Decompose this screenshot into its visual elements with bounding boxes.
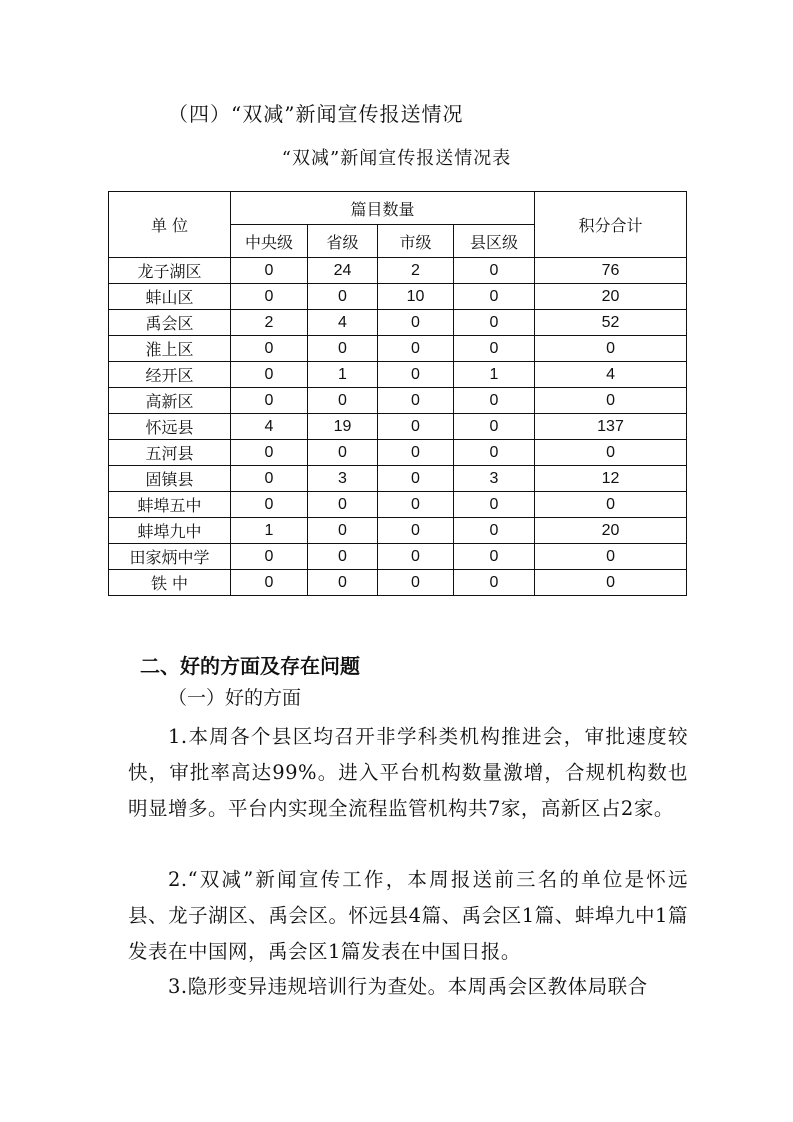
news-report-table [108,191,687,596]
county-level-header: 县区级 [454,225,535,258]
table-row [109,284,687,310]
city-cell: 0 [378,518,454,544]
central-cell: 0 [231,336,308,362]
table-row [109,362,687,388]
total-cell: 0 [535,440,687,466]
unit-cell: 五河县 [109,440,231,466]
provincial-cell: 3 [308,466,378,492]
provincial-cell: 4 [308,310,378,336]
table-row [109,466,687,492]
county-cell: 0 [454,258,535,284]
city-cell: 0 [378,466,454,492]
central-cell: 2 [231,310,308,336]
city-cell: 0 [378,544,454,570]
provincial-cell: 24 [308,258,378,284]
table-row [109,492,687,518]
count-header: 篇目数量 [231,192,535,225]
total-cell: 52 [535,310,687,336]
table-row [109,388,687,414]
provincial-level-header: 省级 [308,225,378,258]
table-row [109,544,687,570]
provincial-cell: 0 [308,284,378,310]
provincial-cell: 0 [308,336,378,362]
city-cell: 0 [378,388,454,414]
county-cell: 3 [454,466,535,492]
county-cell: 0 [454,284,535,310]
provincial-cell: 19 [308,414,378,440]
total-cell: 20 [535,284,687,310]
unit-header: 单 位 [109,192,231,258]
paragraph-2: 2.“双减”新闻宣传工作，本周报送前三名的单位是怀远县、龙子湖区、禹会区。怀远县4篇、禹会区1篇、蚌埠九中1篇发表在中国网，禹会区1篇发表在中国日报。 [128,868,688,963]
provincial-cell: 0 [308,440,378,466]
paragraph-1: 1.本周各个县区均召开非学科类机构推进会，审批速度较快，审批率高达99%。进入平台机构数量激增，合规机构数也明显增多。平台内实现全流程监管机构共7家，高新区占2家。 [128,725,688,820]
county-cell: 0 [454,388,535,414]
provincial-cell: 0 [308,518,378,544]
provincial-cell: 0 [308,492,378,518]
unit-cell: 蚌山区 [109,284,231,310]
table-row [109,414,687,440]
county-cell: 1 [454,362,535,388]
total-cell: 12 [535,466,687,492]
county-cell: 0 [454,492,535,518]
unit-cell: 龙子湖区 [109,258,231,284]
total-cell: 0 [535,492,687,518]
city-cell: 0 [378,362,454,388]
section-two-heading: 二、好的方面及存在问题 [140,654,360,678]
table-title: “双减”新闻宣传报送情况表 [281,148,512,169]
county-cell: 0 [454,440,535,466]
county-cell: 0 [454,544,535,570]
central-cell: 0 [231,284,308,310]
total-cell: 0 [535,388,687,414]
central-cell: 0 [231,492,308,518]
total-cell: 137 [535,414,687,440]
total-header: 积分合计 [535,192,687,258]
county-cell: 0 [454,310,535,336]
total-cell: 76 [535,258,687,284]
county-cell: 0 [454,336,535,362]
unit-cell: 蚌埠五中 [109,492,231,518]
unit-cell: 田家炳中学 [109,544,231,570]
city-cell: 0 [378,310,454,336]
central-cell: 0 [231,388,308,414]
table-row [109,310,687,336]
central-cell: 4 [231,414,308,440]
total-cell: 0 [535,336,687,362]
paragraph-3: 3.隐形变异违规培训行为查处。本周禹会区教体局联合 [168,975,648,998]
table-body [109,258,687,596]
table-row [109,258,687,284]
table-row [109,570,687,596]
city-cell: 0 [378,492,454,518]
city-cell: 0 [378,414,454,440]
provincial-cell: 0 [308,570,378,596]
total-cell: 20 [535,518,687,544]
unit-cell: 淮上区 [109,336,231,362]
table-row [109,440,687,466]
unit-cell: 高新区 [109,388,231,414]
total-cell: 0 [535,544,687,570]
total-cell: 4 [535,362,687,388]
county-cell: 0 [454,570,535,596]
city-cell: 0 [378,440,454,466]
city-cell: 0 [378,336,454,362]
city-cell: 10 [378,284,454,310]
central-cell: 0 [231,362,308,388]
central-cell: 0 [231,570,308,596]
total-cell: 0 [535,570,687,596]
city-level-header: 市级 [378,225,454,258]
central-cell: 0 [231,258,308,284]
unit-cell: 经开区 [109,362,231,388]
city-cell: 0 [378,570,454,596]
central-cell: 0 [231,466,308,492]
unit-cell: 怀远县 [109,414,231,440]
provincial-cell: 0 [308,544,378,570]
city-cell: 2 [378,258,454,284]
unit-cell: 铁 中 [109,570,231,596]
central-cell: 0 [231,440,308,466]
county-cell: 0 [454,518,535,544]
central-cell: 0 [231,544,308,570]
county-cell: 0 [454,414,535,440]
unit-cell: 固镇县 [109,466,231,492]
central-cell: 1 [231,518,308,544]
unit-cell: 禹会区 [109,310,231,336]
provincial-cell: 1 [308,362,378,388]
provincial-cell: 0 [308,388,378,414]
unit-cell: 蚌埠九中 [109,518,231,544]
central-level-header: 中央级 [231,225,308,258]
good-aspects-heading: （一）好的方面 [168,687,302,709]
table-row [109,518,687,544]
section-heading: （四）“双减”新闻宣传报送情况 [168,102,464,126]
table-row [109,336,687,362]
